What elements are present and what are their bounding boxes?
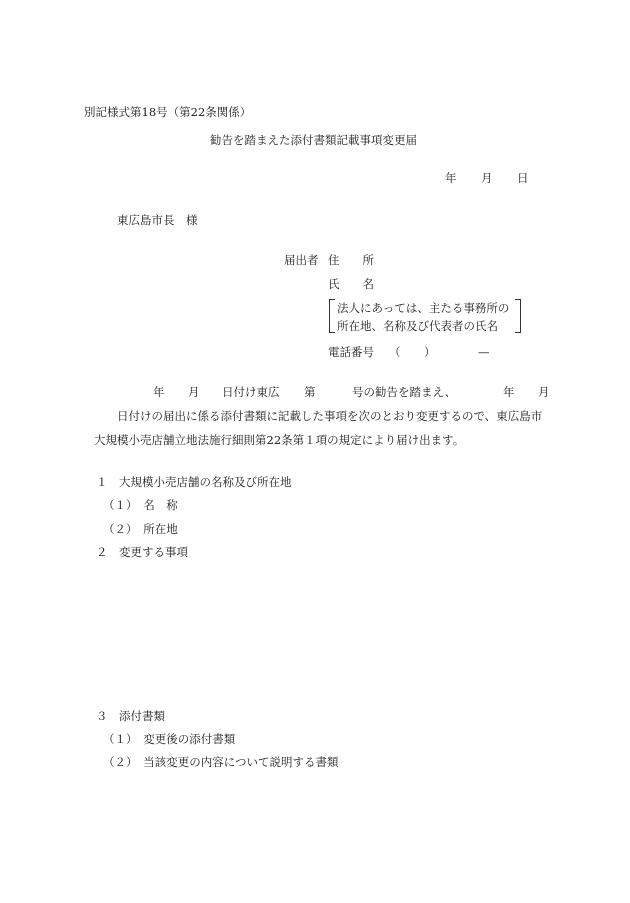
body-year2: 年 [503, 385, 515, 399]
section-3-1: （１） 変更後の添付書類 [103, 732, 236, 746]
name-label: 氏 名 [328, 277, 374, 291]
document-title: 勧告を踏まえた添付書類記載事項変更届 [210, 133, 417, 147]
body-line3: 大規模小売店舗立地法施行細則第22条第１項の規定により届け出ます。 [94, 433, 465, 447]
corp-note-bracket-left [329, 299, 335, 333]
body-line2: 日付けの届出に係る添付書類に記載した事項を次のとおり変更するので、東広島市 [117, 409, 543, 423]
body-month2: 月 [538, 385, 550, 399]
body-year: 年 [153, 385, 165, 399]
addressee: 東広島市長 様 [117, 213, 198, 227]
body-month: 月 [188, 385, 200, 399]
corp-note-line1: 法人にあっては、主たる事務所の [337, 301, 510, 315]
section-1: １ 大規模小売店舗の名称及び所在地 [96, 475, 292, 489]
corp-note-line2: 所在地、名称及び代表者の氏名 [337, 319, 498, 333]
form-number: 別記様式第18号（第22条関係） [84, 105, 252, 119]
address-label: 住 所 [328, 253, 374, 267]
date-day: 日 [517, 171, 529, 185]
body-dated: 日付け東広 [222, 385, 280, 399]
body-recommend: 号の勧告を踏まえ、 [352, 385, 457, 399]
date-month: 月 [481, 171, 493, 185]
body-no: 第 [304, 385, 316, 399]
phone-label: 電話番号 [328, 345, 374, 359]
section-1-2: （２） 所在地 [103, 522, 178, 536]
section-3: ３ 添付書類 [96, 709, 165, 723]
phone-dash: — [478, 345, 490, 359]
phone-paren-open: （ [389, 345, 401, 359]
notifier-label: 届出者 [284, 253, 319, 267]
corp-note-bracket-right [515, 299, 521, 333]
phone-paren-close: ） [424, 345, 436, 359]
section-1-1: （１） 名 称 [103, 498, 178, 512]
section-3-2: （２） 当該変更の内容について説明する書類 [103, 755, 339, 769]
section-2: ２ 変更する事項 [96, 545, 188, 559]
date-year: 年 [445, 171, 457, 185]
